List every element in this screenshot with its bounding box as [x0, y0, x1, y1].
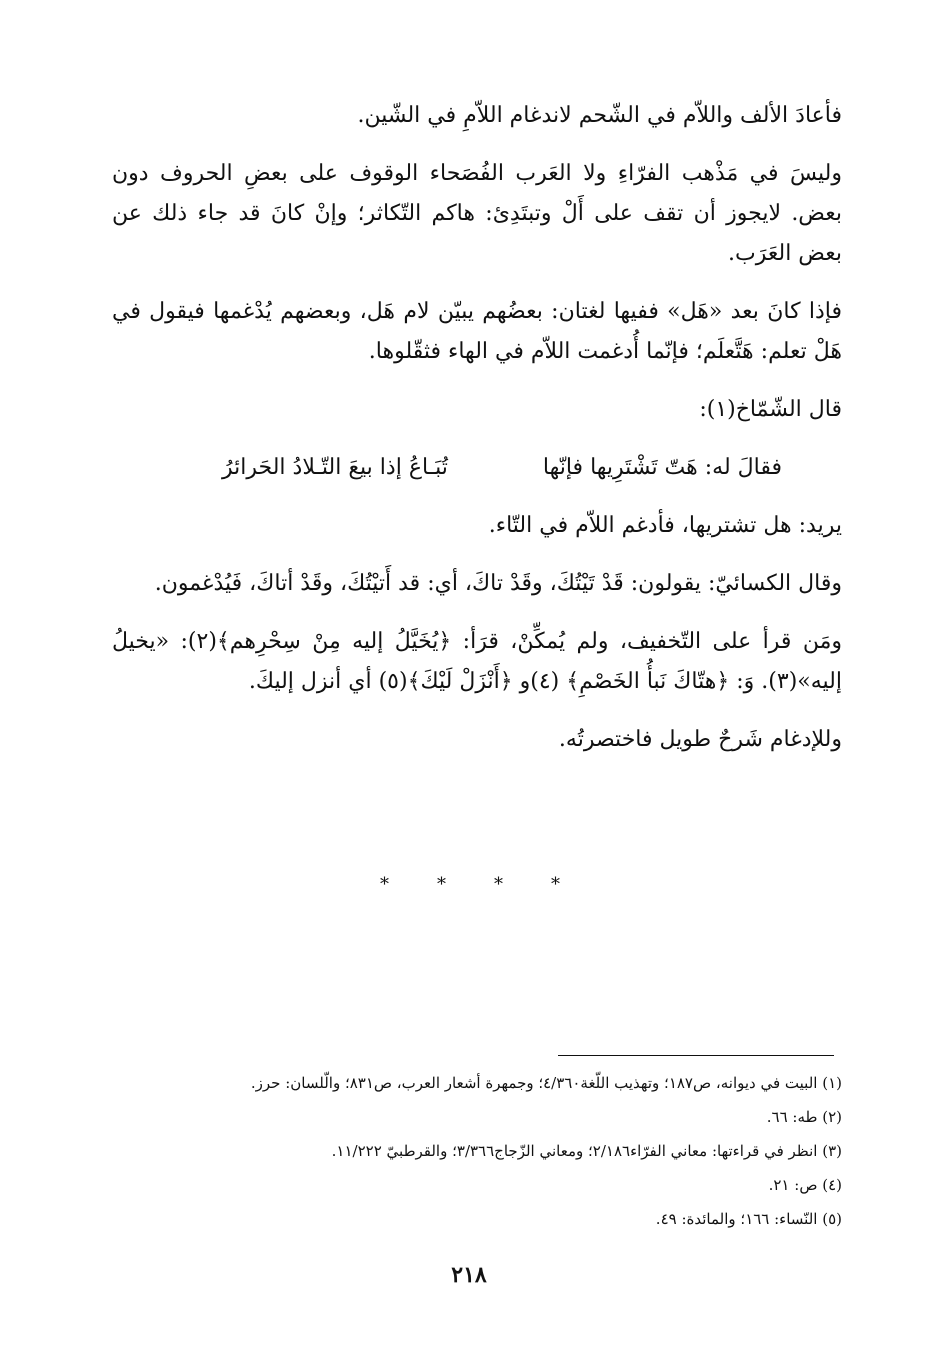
paragraph-8: وللإدغام شَرحٌ طويل فاختصرتُه. — [558, 727, 842, 752]
separator-star: * — [380, 874, 389, 895]
paragraph-3: فإذا كانَ بعد «هَل» ففيها لغتان: بعضُهم يبيّن لام هَل، وبعضهم يُدْغمها فيقول في هَلْ تعلم: هَتَّعلَم؛ فإنّما أُدغمت اللاّم في الهاء فثقّلوها. — [112, 299, 842, 364]
paragraph-7: ومَن قرأ على التّخفيف، ولم يُمكِّنْ، قرَأ: ﴿يُخَيَّلُ إليه مِنْ سِحْرِهم﴾(٢): «يخيلُ إليه»(٣). وَ: ﴿هتّاكَ نَبأُ الخَصْمِ﴾ (٤)و ﴿أَنْزَلْ لَيْكَ﴾(٥) أي أنزل إليكَ. — [112, 629, 843, 694]
paragraph-4: قال الشّمّاخ(١): — [699, 397, 842, 422]
verse-first-hemistich: فقالَ له: هَتّ تَشْتَرِيها فإنّها — [542, 455, 782, 480]
footnote-4: (٤) ص: ٢١. — [768, 1176, 842, 1194]
verse-second-hemistich: تُبَـاعُ إذا بيعَ التّـلادُ الحَرائرُ — [222, 455, 448, 480]
separator-star: * — [437, 874, 446, 895]
footnote-divider — [558, 1055, 834, 1056]
footnote-2: (٢) طه: ٦٦. — [766, 1108, 842, 1126]
footnote-5: (٥) النّساء: ١٦٦؛ والمائدة: ٤٩. — [655, 1210, 842, 1228]
paragraph-2: وليسَ في مَذْهب الفرّاءِ ولا العَرب الفُصَحاء الوقوف على بعضِ الحروف دون بعض. لايجوز أن تقف على أَلْ وتبتَدِئ: هاكم التّكاثر؛ وإنْ كانَ قد جاء ذلك عن بعض العَرَب. — [112, 161, 842, 266]
separator-star: * — [494, 874, 503, 895]
page-number: ٢١٨ — [451, 1262, 487, 1288]
paragraph-5: يريد: هل تشتريها، فأدغم اللاّم في التّاء. — [488, 513, 842, 538]
paragraph-6: وقال الكسائيّ: يقولون: قَدْ تَيْتُكَ، وقَدْ تاكَ، أي: قد أَتيْتُكَ، وقَدْ أتاكَ، فَيُدْغمون. — [154, 571, 842, 596]
footnote-1: (١) البيت في ديوانه، ص١٨٧؛ وتهذيب اللّغة٤/٣٦٠؛ وجمهرة أشعار العرب، ص٨٣١؛ والّلسان: حرز. — [250, 1074, 842, 1092]
poetry-verse — [222, 448, 782, 488]
section-separator — [380, 874, 560, 895]
separator-star: * — [551, 874, 560, 895]
footnote-3: (٣) انظر في قراءتها: معاني الفرّاء٢/١٨٦؛ ومعاني الزّجاج٣/٣٦٦؛ والقرطبيّ ١١/٢٢٢. — [331, 1142, 842, 1160]
paragraph-1: فأعادَ الألف واللاّم في الشّحم لاندغام اللاّمِ في الشّين. — [357, 103, 842, 128]
footnotes-block — [112, 1066, 842, 1236]
main-text-block — [112, 96, 842, 778]
